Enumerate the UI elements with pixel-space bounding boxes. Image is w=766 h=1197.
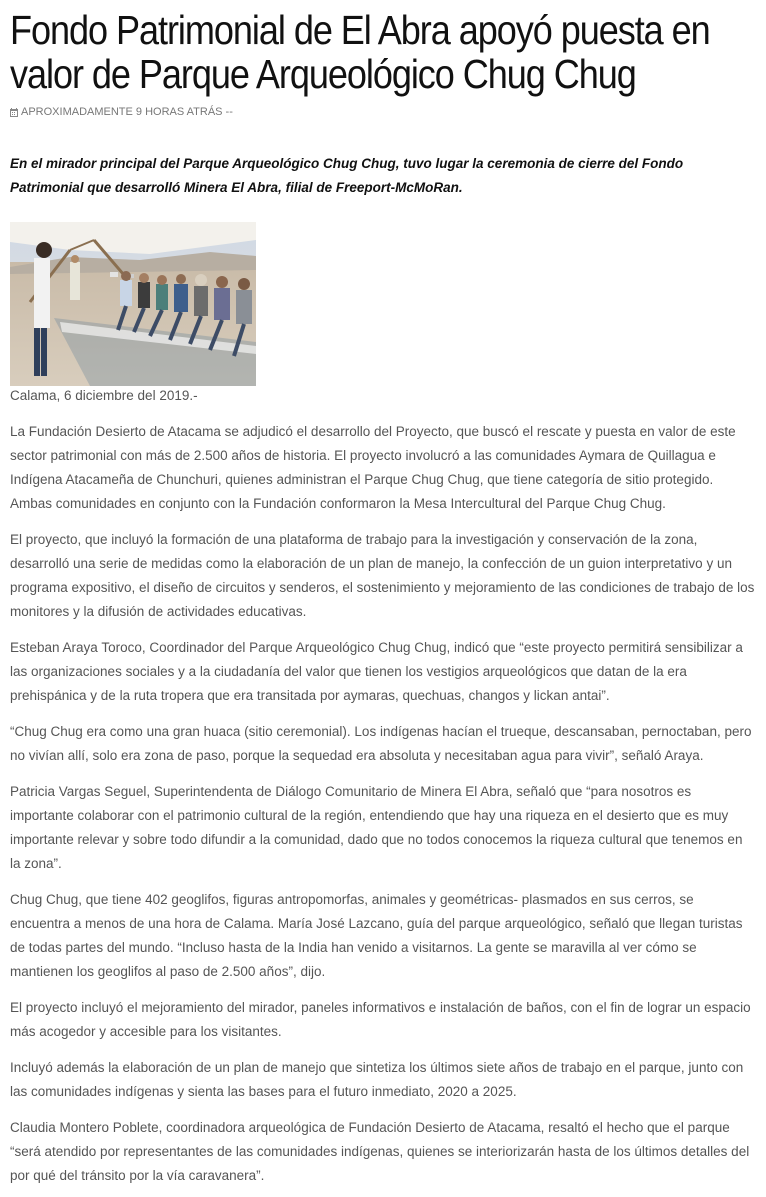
article-paragraph: El proyecto, que incluyó la formación de una plataforma de trabajo para la investigación y conservación de la zona, desarrolló una serie de medidas como la elaboración de un plan de manejo, la confección de un guion interpretativo y un programa expositivo, el diseño de circuitos y senderos, el sostenimiento y mejoramiento de las condiciones de trabajo de los monitores y la difusión de actividades educativas. bbox=[10, 532, 755, 619]
article-lead: En el mirador principal del Parque Arqueológico Chug Chug, tuvo lugar la ceremonia de cierre del Fondo Patrimonial que desarrolló Minera El Abra, filial de Freeport-McMoRan. bbox=[10, 156, 684, 195]
article-meta bbox=[10, 105, 756, 119]
calendar-icon bbox=[10, 108, 18, 117]
article-photo bbox=[10, 222, 256, 386]
article-paragraph: Chug Chug, que tiene 402 geoglifos, figuras antropomorfas, animales y geométricas- plasmados en sus cerros, se encuentra a menos de una hora de Calama. María José Lazcano, guía del parque arqueológico, señaló que llegan turistas de todas partes del mundo. “Incluso hasta de la India han venido a visitarnos. La gente se maravilla al ver cómo se mantienen los geoglifos al paso de 2.500 años”, dijo. bbox=[10, 892, 743, 979]
article-paragraph: Patricia Vargas Seguel, Superintendenta de Diálogo Comunitario de Minera El Abra, señaló que “para nosotros es importante colaborar con el patrimonio cultural de la región, entendiendo que hay una riqueza en el desierto que es muy importante relevar y sobre todo difundir a la comunidad, dado que no todos conocemos la riqueza cultural que tenemos en la zona”. bbox=[10, 784, 743, 871]
article-timestamp: APROXIMADAMENTE 9 HORAS ATRÁS -- bbox=[21, 106, 233, 118]
article-title: Fondo Patrimonial de El Abra apoyó puesta en valor de Parque Arqueológico Chug Chug bbox=[10, 7, 710, 97]
article-paragraph: La Fundación Desierto de Atacama se adjudicó el desarrollo del Proyecto, que buscó el rescate y puesta en valor de este sector patrimonial con más de 2.500 años de historia. El proyecto involucró a las comunidades Aymara de Quillagua e Indígena Atacameña de Chunchuri, quienes administran el Parque Chug Chug, que tiene categoría de sitio protegido. Ambas comunidades en conjunto con la Fundación conformaron la Mesa Intercultural del Parque Chug Chug. bbox=[10, 424, 736, 511]
article-paragraph: Incluyó además la elaboración de un plan de manejo que sintetiza los últimos siete años de trabajo en el parque, junto con las comunidades indígenas y sienta las bases para el futuro inmediato, 2020 a 2025. bbox=[10, 1060, 744, 1099]
photo-caption: Calama, 6 diciembre del 2019.- bbox=[10, 388, 198, 403]
article-paragraph: “Chug Chug era como una gran huaca (sitio ceremonial). Los indígenas hacían el trueque, descansaban, pernoctaban, pero no vivían allí, solo era zona de paso, porque la sequedad era absoluta y necesitaban agua para vivir”, señaló Araya. bbox=[10, 724, 752, 763]
article-paragraph: Claudia Montero Poblete, coordinadora arqueológica de Fundación Desierto de Atacama, resaltó el hecho que el parque “será atendido por representantes de las comunidades indígenas, quienes se interiorizarán hasta de los últimos detalles del por qué del tránsito por la vía caravanera”. bbox=[10, 1120, 750, 1183]
article-paragraph: Esteban Araya Toroco, Coordinador del Parque Arqueológico Chug Chug, indicó que “este proyecto permitirá sensibilizar a las organizaciones sociales y a la ciudadanía del valor que tienen los vestigios arqueológicos que datan de la era prehispánica y de la ruta tropera que era transitada por aymaras, quechuas, changos y lickan antai”. bbox=[10, 640, 743, 703]
article-paragraph: El proyecto incluyó el mejoramiento del mirador, paneles informativos e instalación de baños, con el fin de lograr un espacio más acogedor y accesible para los visitantes. bbox=[10, 1000, 751, 1039]
